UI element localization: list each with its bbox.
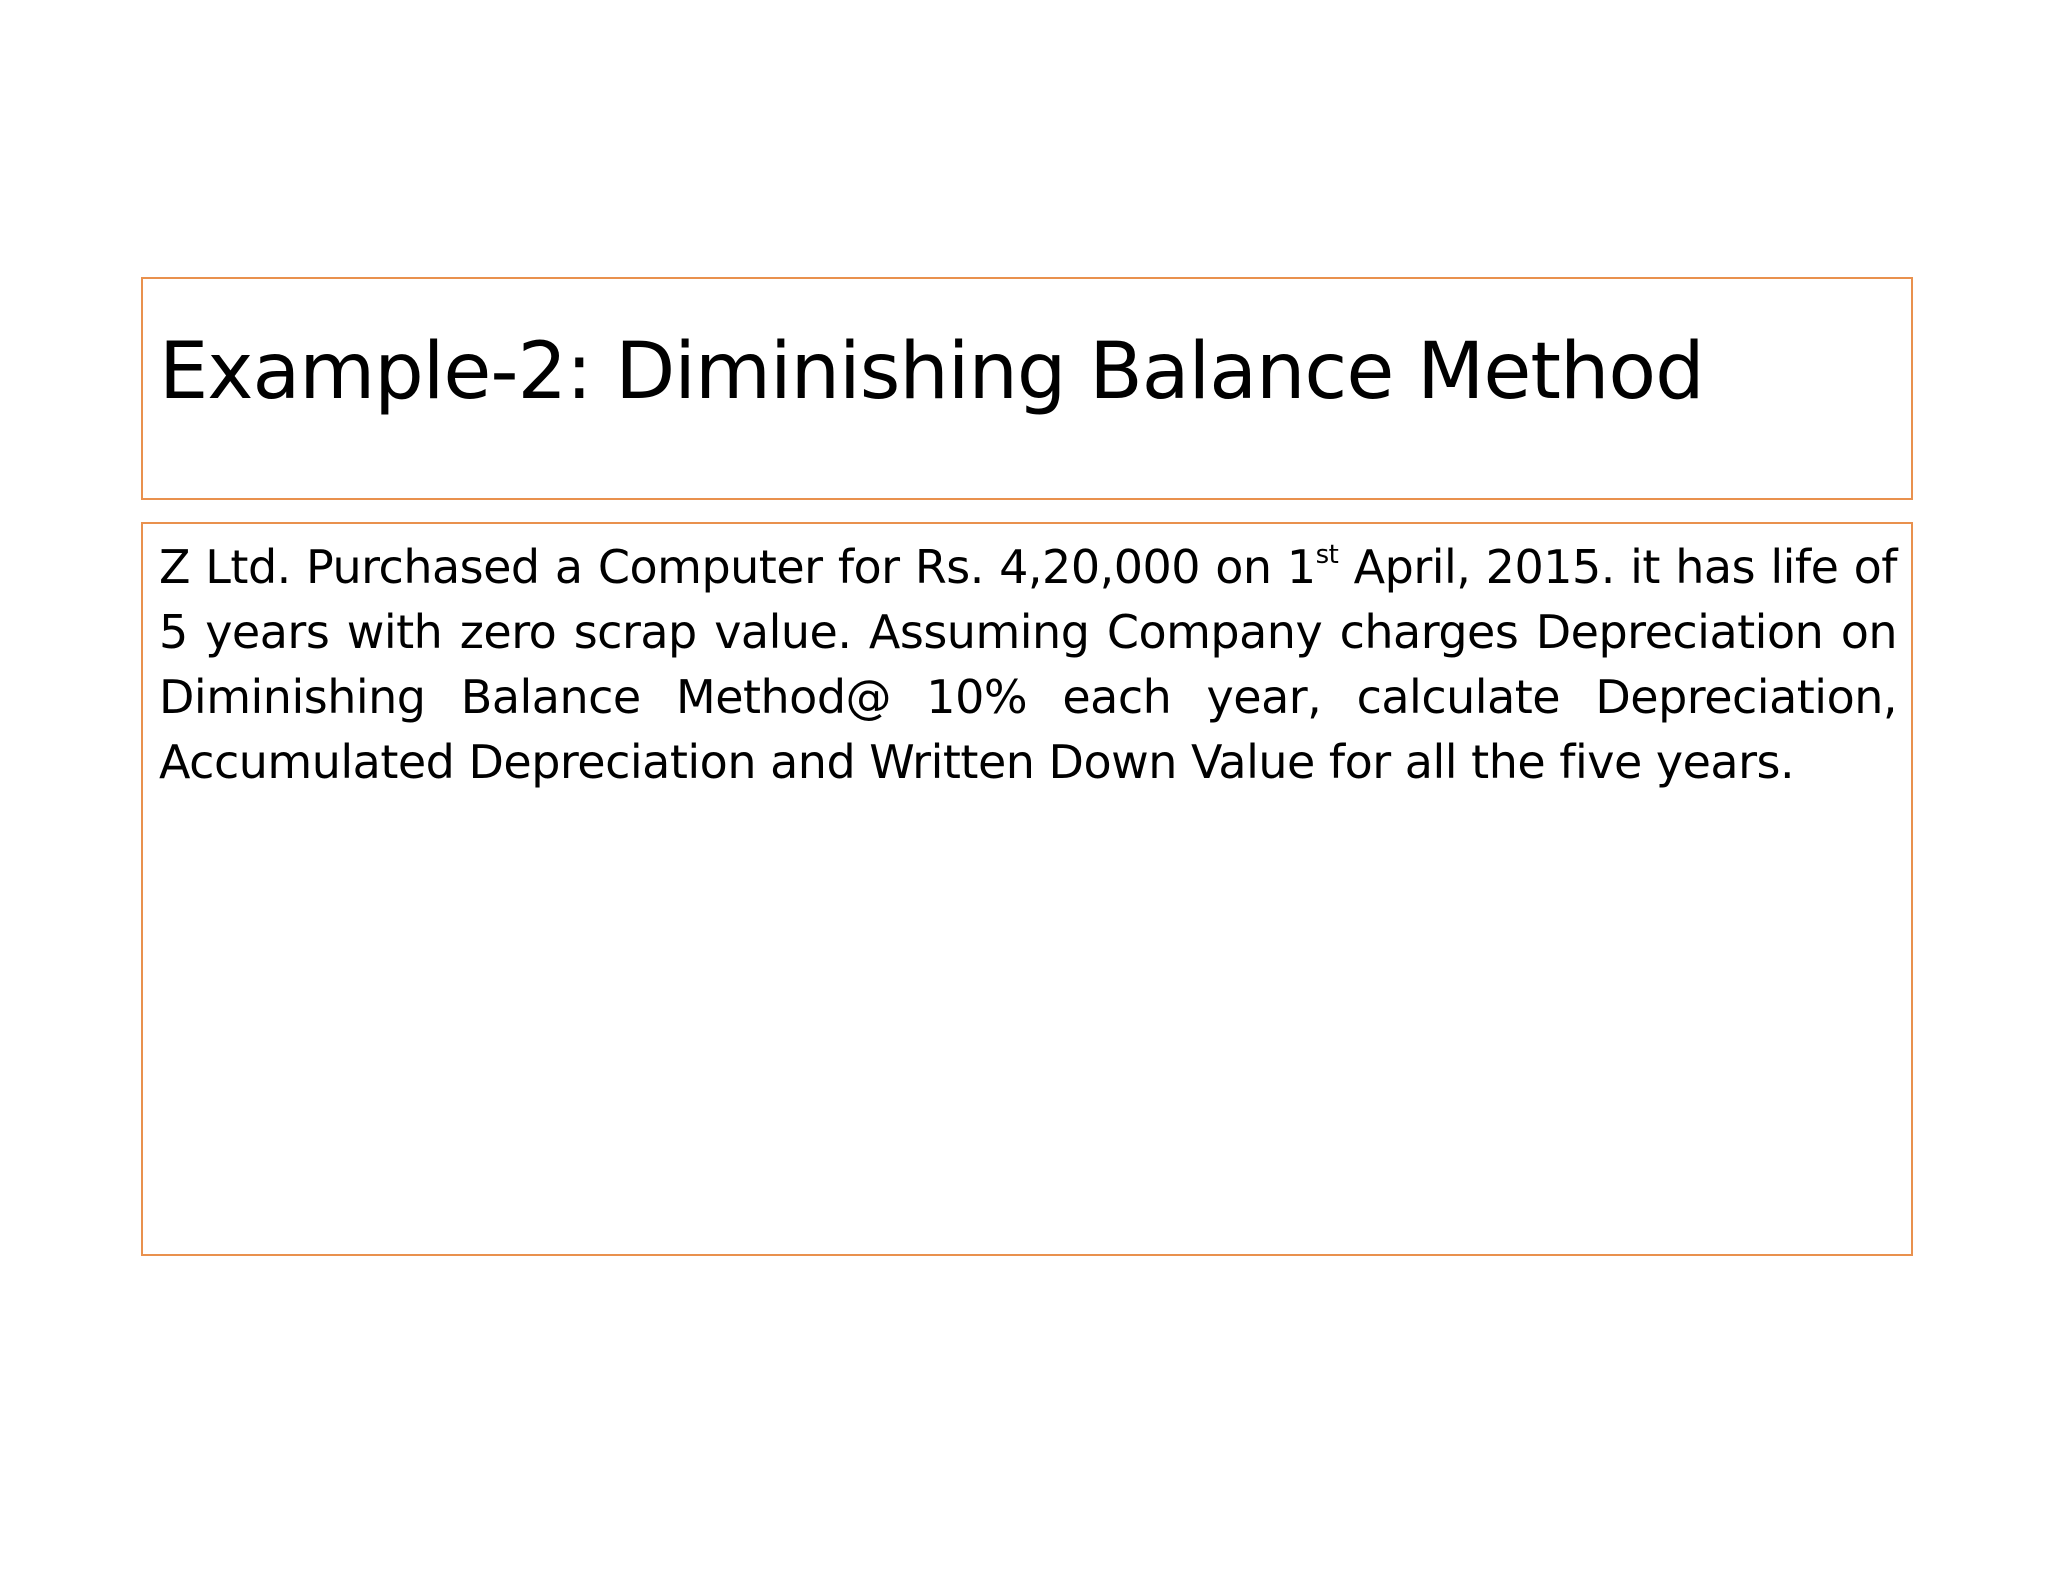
slide-title: Example-2: Diminishing Balance Method	[159, 327, 1704, 417]
ordinal-suffix: st	[1315, 540, 1339, 570]
problem-statement	[159, 535, 1897, 795]
problem-text-part-1: Z Ltd. Purchased a Computer for Rs. 4,20,000 on 1	[159, 540, 1316, 594]
content-placeholder	[141, 522, 1913, 1256]
title-placeholder	[141, 277, 1913, 500]
problem-text-part-2: April, 2015. it has life of 5 years with zero scrap value. Assuming Company charges Depreciation on Diminishing Balance Method@ 10% each year, calculate Depreciation, Accumulated Depreciation and Written Down Value for all the five years.	[159, 540, 1897, 789]
